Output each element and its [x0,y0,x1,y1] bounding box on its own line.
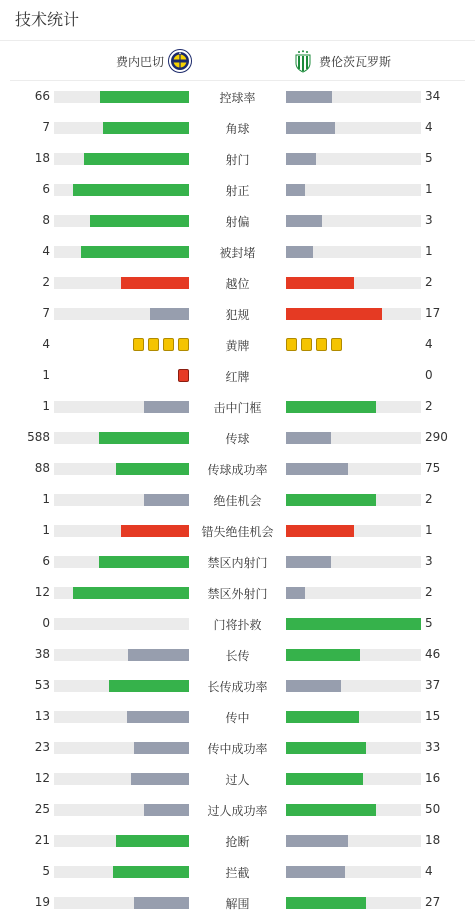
home-bar-track [54,773,189,785]
home-value: 13 [34,709,50,723]
away-bar-fill [286,184,305,196]
away-bar-fill [286,122,335,134]
away-bar-fill [286,246,313,258]
away-bar-track [286,153,421,165]
stat-row [0,366,475,386]
away-value: 2 [425,492,433,506]
home-bar-track [54,184,189,196]
stat-row [0,831,475,851]
stat-label: 拦截 [225,866,250,880]
home-bar-fill [116,835,189,847]
home-bar-track [54,618,189,630]
stat-row [0,149,475,169]
away-value: 1 [425,523,433,537]
stat-label: 传中 [225,711,250,725]
stat-row [0,893,475,913]
stat-row [0,459,475,479]
away-bar-fill [286,308,382,320]
stat-label: 角球 [225,122,250,136]
home-value: 21 [34,833,50,847]
away-bar-fill [286,277,354,289]
home-bar-fill [134,897,189,909]
home-value: 12 [34,585,50,599]
away-value: 27 [425,895,441,909]
home-value: 4 [42,337,50,351]
away-value: 2 [425,585,433,599]
stat-row [0,769,475,789]
stat-label: 门将扑救 [213,618,262,632]
stat-label: 控球率 [219,91,256,105]
home-bar-track [54,494,189,506]
home-team-name: 费内巴切 [115,54,164,69]
home-bar-fill [134,742,189,754]
home-cards [174,369,189,383]
away-bar-track [286,711,421,723]
away-value: 3 [425,554,433,568]
stat-row [0,211,475,231]
away-value: 4 [425,337,433,351]
home-value: 5 [42,864,50,878]
away-value: 75 [425,461,441,475]
home-bar-track [54,680,189,692]
home-bar-track [54,711,189,723]
home-bar-track [54,649,189,661]
home-bar-track [54,804,189,816]
stat-row [0,304,475,324]
away-bar-track [286,246,421,258]
away-team-name: 费伦茨瓦罗斯 [319,54,392,69]
home-bar-fill [113,866,189,878]
stat-row [0,273,475,293]
stat-row [0,645,475,665]
stat-label: 传中成功率 [207,742,268,756]
home-bar-track [54,401,189,413]
home-bar-fill [73,587,189,599]
home-bar-fill [100,91,189,103]
ferencvaros-logo-icon [291,49,315,73]
away-bar-fill [286,804,376,816]
home-bar-fill [128,649,189,661]
home-bar-fill [144,401,189,413]
stat-label: 传球成功率 [207,463,268,477]
away-bar-fill [286,463,348,475]
home-bar-track [54,587,189,599]
away-value: 2 [425,275,433,289]
away-value: 4 [425,120,433,134]
away-bar-fill [286,618,421,630]
home-bar-fill [121,277,189,289]
home-value: 66 [34,89,50,103]
home-bar-track [54,556,189,568]
red-card-icon [178,369,189,382]
away-value: 17 [425,306,441,320]
stat-row [0,614,475,634]
away-bar-track [286,525,421,537]
home-value: 8 [42,213,50,227]
away-bar-track [286,804,421,816]
away-bar-fill [286,401,376,413]
home-bar-track [54,835,189,847]
stat-row [0,552,475,572]
yellow-card-icon [331,338,342,351]
home-bar-track [54,308,189,320]
away-bar-track [286,680,421,692]
yellow-card-icon [178,338,189,351]
away-bar-fill [286,835,348,847]
away-value: 1 [425,182,433,196]
yellow-card-icon [316,338,327,351]
stat-row [0,521,475,541]
away-bar-track [286,835,421,847]
home-bar-fill [90,215,189,227]
home-value: 1 [42,368,50,382]
stat-label: 犯规 [225,308,250,322]
stat-row [0,87,475,107]
away-bar-track [286,587,421,599]
away-bar-track [286,866,421,878]
home-bar-track [54,432,189,444]
stat-row [0,800,475,820]
away-bar-fill [286,525,354,537]
stat-label: 禁区内射门 [207,556,268,570]
stat-row [0,676,475,696]
away-bar-fill [286,866,345,878]
away-bar-track [286,463,421,475]
home-value: 4 [42,244,50,258]
stat-row [0,180,475,200]
home-bar-track [54,897,189,909]
away-value: 2 [425,399,433,413]
teams-header [10,41,465,81]
away-bar-track [286,91,421,103]
away-value: 4 [425,864,433,878]
home-value: 2 [42,275,50,289]
away-bar-track [286,122,421,134]
yellow-card-icon [286,338,297,351]
home-value: 0 [42,616,50,630]
page-title: 技术统计 [15,10,80,29]
yellow-card-icon [163,338,174,351]
stat-row [0,862,475,882]
stat-label: 错失绝佳机会 [201,525,274,539]
away-value: 15 [425,709,441,723]
home-value: 1 [42,523,50,537]
home-value: 18 [34,151,50,165]
stat-label: 禁区外射门 [207,587,268,601]
yellow-card-icon [301,338,312,351]
stat-row [0,335,475,355]
home-bar-fill [109,680,189,692]
away-bar-fill [286,742,366,754]
home-value: 25 [34,802,50,816]
stat-label: 过人 [225,773,250,787]
away-bar-track [286,401,421,413]
stat-row [0,707,475,727]
home-bar-fill [99,432,189,444]
away-bar-track [286,773,421,785]
yellow-card-icon [133,338,144,351]
home-value: 19 [34,895,50,909]
stat-label: 传球 [225,432,250,446]
home-bar-fill [99,556,189,568]
away-value: 0 [425,368,433,382]
home-value: 53 [34,678,50,692]
away-bar-track [286,618,421,630]
stat-label: 抢断 [225,835,250,849]
away-bar-fill [286,432,331,444]
stat-label: 过人成功率 [207,804,268,818]
home-bar-fill [127,711,189,723]
stat-label: 绝佳机会 [213,494,262,508]
home-bar-fill [84,153,189,165]
stat-label: 被封堵 [219,246,256,260]
stat-label: 长传 [225,649,250,663]
stat-label: 长传成功率 [207,680,268,694]
away-bar-fill [286,587,305,599]
away-bar-track [286,215,421,227]
home-value: 588 [27,430,50,444]
home-bar-track [54,246,189,258]
away-bar-fill [286,215,322,227]
away-bar-track [286,897,421,909]
away-bar-fill [286,153,316,165]
away-cards [286,338,346,352]
away-bar-track [286,556,421,568]
home-value: 1 [42,492,50,506]
home-value: 88 [34,461,50,475]
away-bar-fill [286,897,366,909]
away-value: 5 [425,151,433,165]
stat-label: 黄牌 [225,339,250,353]
away-value: 34 [425,89,441,103]
away-bar-fill [286,649,360,661]
away-bar-track [286,494,421,506]
away-value: 290 [425,430,448,444]
stat-row [0,583,475,603]
home-bar-fill [81,246,189,258]
home-value: 6 [42,554,50,568]
stat-label: 红牌 [225,370,250,384]
away-bar-track [286,277,421,289]
away-bar-fill [286,494,376,506]
away-value: 37 [425,678,441,692]
home-bar-track [54,122,189,134]
away-bar-fill [286,556,331,568]
away-bar-track [286,432,421,444]
home-bar-fill [131,773,189,785]
home-value: 6 [42,182,50,196]
home-bar-fill [144,804,189,816]
stat-row [0,428,475,448]
away-value: 1 [425,244,433,258]
home-value: 1 [42,399,50,413]
away-value: 46 [425,647,441,661]
stat-label: 越位 [225,277,250,291]
home-bar-track [54,215,189,227]
home-bar-track [54,525,189,537]
away-bar-track [286,742,421,754]
away-team[interactable] [291,49,391,73]
away-bar-track [286,308,421,320]
stat-row [0,397,475,417]
stat-label: 解围 [225,897,250,911]
home-bar-fill [73,184,189,196]
home-bar-fill [144,494,189,506]
away-bar-fill [286,773,363,785]
home-bar-track [54,866,189,878]
away-value: 3 [425,213,433,227]
home-bar-fill [103,122,189,134]
away-bar-fill [286,711,359,723]
home-bar-track [54,463,189,475]
stat-row [0,738,475,758]
home-bar-fill [121,525,189,537]
away-value: 18 [425,833,441,847]
home-bar-track [54,91,189,103]
away-value: 50 [425,802,441,816]
home-bar-track [54,277,189,289]
home-bar-fill [116,463,189,475]
home-value: 7 [42,120,50,134]
yellow-card-icon [148,338,159,351]
fenerbahce-logo-icon [168,49,192,73]
home-value: 38 [34,647,50,661]
home-bar-fill [150,308,189,320]
stat-label: 击中门框 [213,401,262,415]
home-value: 23 [34,740,50,754]
home-value: 12 [34,771,50,785]
away-bar-fill [286,680,341,692]
home-bar-track [54,153,189,165]
away-value: 33 [425,740,441,754]
stat-label: 射门 [225,153,250,167]
home-cards [129,338,189,352]
stat-label: 射正 [225,184,250,198]
home-team[interactable] [116,49,192,73]
away-bar-track [286,184,421,196]
stat-row [0,490,475,510]
stat-label: 射偏 [225,215,250,229]
away-value: 5 [425,616,433,630]
away-value: 16 [425,771,441,785]
away-bar-fill [286,91,332,103]
home-value: 7 [42,306,50,320]
stat-row [0,242,475,262]
home-bar-track [54,742,189,754]
stat-row [0,118,475,138]
away-bar-track [286,649,421,661]
